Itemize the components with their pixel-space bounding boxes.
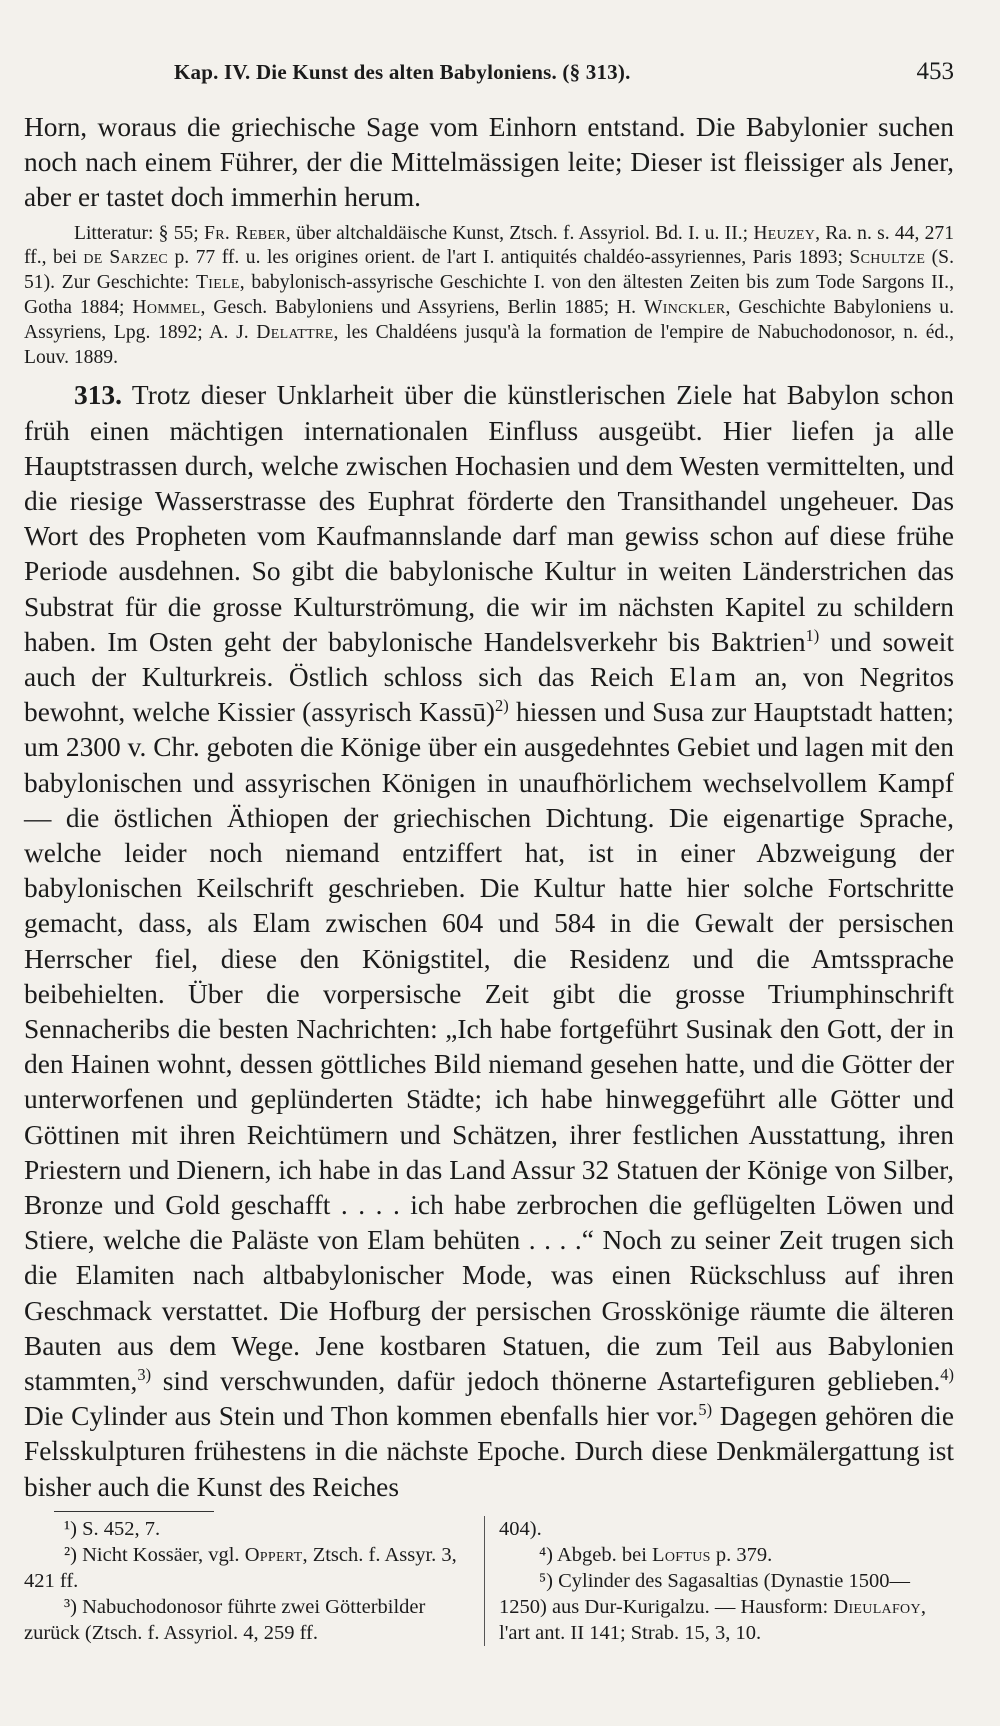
body-text: Dagegen gehören die Felsskulpturen frühestens in die nächste Epoche. Durch diese Denkmälergattung ist bisher auch die Kunst des Reiches xyxy=(24,1401,955,1502)
literature-text: , über altchaldäische Kunst, Ztsch. f. Assyriol. Bd. I. u. II.; xyxy=(285,222,754,244)
literature-text: § 55; xyxy=(153,222,204,244)
section-number: 313. xyxy=(74,380,122,411)
footnote-text: ²) Nicht Kossäer, vgl. xyxy=(64,1543,245,1566)
footnote-5 xyxy=(499,1568,954,1646)
footnote-ref[interactable]: 3) xyxy=(137,1364,152,1384)
footnotes-left-column xyxy=(24,1516,469,1646)
footnote-text: , Ztsch. f. Assyr. 3, 421 ff. xyxy=(24,1543,457,1592)
footnote-ref[interactable]: 1) xyxy=(805,625,820,645)
author-name: Dieulafoy xyxy=(833,1595,921,1618)
section-313-paragraph xyxy=(24,378,954,1505)
author-name: Delattre xyxy=(256,321,334,343)
footnote-ref[interactable]: 4) xyxy=(940,1364,954,1384)
literature-text: , Gesch. Babyloniens und Assyriens, Berlin 1885; H. xyxy=(200,297,644,318)
footnotes-right-column xyxy=(484,1516,954,1646)
footnote-text: p. 379. xyxy=(710,1543,773,1566)
footnote-1: ¹) S. 452, 7. xyxy=(64,1517,161,1540)
literature-text: , les Chaldéens jusqu'à la formation de l'empire de Nabuchodonosor, n. éd., Louv. 1889. xyxy=(24,321,954,368)
page-number: 453 xyxy=(916,58,954,85)
opening-paragraph: Horn, woraus die griechische Sage vom Einhorn entstand. Die Babylonier suchen noch nach einem Führer, der die Mittelmässigen leite; Dieser ist fleissiger als Jener, aber er tastet doch immerhin herum. xyxy=(24,112,954,213)
literature-text: , babylonisch-assyrische Geschichte I. von den ältesten Zeiten bis zum Tode Sargons II., Gotha 1884; xyxy=(24,272,954,318)
author-name: Tiele xyxy=(195,272,240,294)
spaced-term: Elam xyxy=(669,662,740,693)
literature-text: , Ra. n. s. 44, 271 ff., bei xyxy=(24,222,955,269)
footnote-4 xyxy=(499,1542,954,1568)
author-name: de Sarzec xyxy=(83,247,168,269)
body-text: hiessen und Susa zur Hauptstadt hatten; um 2300 v. Chr. geboten die Könige über ein ausgedehntes Gebiet und lagen mit den babylonischen und assyrischen Königen in unaufhörlichem wechselvollem Kampf — die östlichen Äthiopen der griechischen Dichtung. Die eigenartige Sprache, welche leider noch niemand entziffert hat, ist in einer Abzweigung der babylonischen Keilschrift geschrieben. Die Kultur hatte hier solche Fortschritte gemacht, dass, als Elam zwischen 604 und 584 in die Gewalt der persischen Herrscher fiel, diese den Königstitel, die Residenz und die Amtssprache beibehielten. Über die vorpersische Zeit gibt die grosse Triumphinschrift Sennacheribs die besten Nachrichten: „Ich habe fortgeführt Susinak den Gott, der in den Hainen wohnt, dessen göttliches Bild niemand gesehen hatte, und die Götter der unterworfenen und geplünderten Städte; ich habe hinweggeführt alle Götter und Göttinen mit ihren Reichtümern und Schätzen, ihrer festlichen Ausstattung, ihren Priestern und Dienern, ich habe in das Land Assur 32 Statuen der Könige von Silber, Bronze und Gold geschafft . . . . ich habe zerbrochen die geflügelten Löwen und Stiere, welche die Paläste von Elam behüten . . . .“ Noch zu seiner Zeit trugen sich die Elamiten nach altbabylonischer Mode, was einen Rückschluss auf ihren Geschmack verstattet. Die Hofburg der persischen Grosskönige räumte die älteren Bauten aus dem Wege. Jene kostbaren Statuen, die zum Teil aus Babylonien stammten, xyxy=(24,697,954,1397)
literature-text: (S. 51). Zur Geschichte: xyxy=(24,247,954,294)
author-name: Hommel xyxy=(132,297,201,318)
literature-text: , Geschichte Babyloniens u. Assyriens, Lpg. 1892; A. J. xyxy=(24,297,955,343)
literature-label: Litteratur: xyxy=(74,222,154,244)
footnotes xyxy=(24,1516,954,1646)
author-name: Oppert xyxy=(244,1543,303,1566)
author-name: Fr. Reber xyxy=(204,222,286,244)
footnote-3: ³) Nabuchodonosor führte zwei Götterbilder zurück (Ztsch. f. Assyriol. 4, 259 ff. xyxy=(24,1595,426,1644)
author-name: Loftus xyxy=(652,1543,711,1566)
body-text: Trotz dieser Unklarheit über die künstlerischen Ziele hat Babylon schon früh einen mächtigen internationalen Einfluss ausgeübt. Hier liefen ja alle Hauptstrassen durch, welche zwischen Hochasien und dem Westen vermittelten, und die riesige Wasserstrasse des Euphrat förderte den Transithandel ungeheuer. Das Wort des Propheten vom Kaufmannslande darf man gewiss schon auf diese frühe Periode ausdehnen. So gibt die babylonische Kultur in weiten Länderstrichen das Substrat für die grosse Kulturströmung, die wir im nächsten Kapitel zu schildern haben. Im Osten geht der babylonische Handelsverkehr bis Baktrien xyxy=(24,380,954,657)
footnote-2 xyxy=(24,1542,469,1594)
footnote-continuation: 404). xyxy=(499,1517,542,1540)
literature-block xyxy=(24,222,954,371)
footnote-text: ⁴) Abgeb. bei xyxy=(539,1543,653,1566)
footnote-text: ⁵) Cylinder des Sagasaltias (Dynastie 1500—1250) aus Dur-Kurigalzu. — Hausform: xyxy=(499,1569,910,1618)
footnote-ref[interactable]: 5) xyxy=(698,1400,713,1420)
footnote-text: , l'art ant. II 141; Strab. 15, 3, 10. xyxy=(499,1595,926,1644)
body-text: sind verschwunden, dafür jedoch thönerne Astartefiguren geblieben. xyxy=(151,1366,941,1397)
body-text: und soweit auch der Kulturkreis. Östlich schloss sich das Reich xyxy=(24,626,954,693)
author-name: Heuzey xyxy=(753,222,816,244)
body-text: an, von Negritos bewohnt, welche Kissier (assyrisch Kassū) xyxy=(24,662,954,728)
author-name: Winckler xyxy=(643,297,726,318)
author-name: Schultze xyxy=(849,247,926,269)
footnote-ref[interactable]: 2) xyxy=(495,696,509,716)
body-text: Die Cylinder aus Stein und Thon kommen ebenfalls hier vor. xyxy=(24,1401,699,1432)
running-head xyxy=(24,58,954,98)
chapter-title: Kap. IV. Die Kunst des alten Babyloniens. (§ 313). xyxy=(174,60,631,84)
footnote-divider xyxy=(54,1511,214,1512)
literature-text: p. 77 ff. u. les origines orient. de l'art I. antiquités chaldéo-assyriennes, Paris 1893; xyxy=(168,247,850,269)
